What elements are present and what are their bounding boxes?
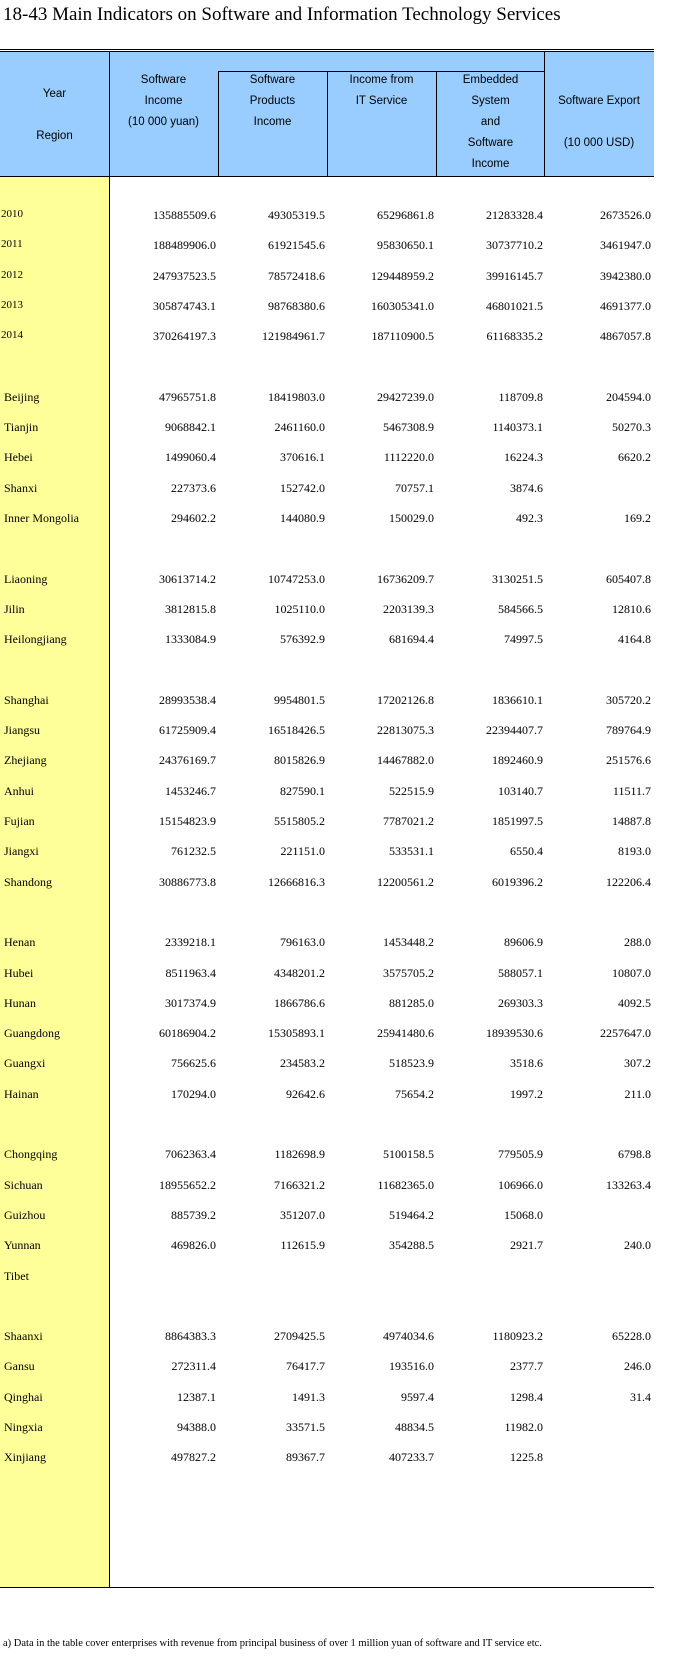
cell-value: 6620.2: [618, 450, 651, 465]
cell-value: 21283328.4: [486, 208, 543, 222]
cell-value: 2709425.5: [274, 1329, 325, 1344]
cell-value: 8193.0: [618, 844, 651, 859]
cell-value: 12200561.2: [377, 874, 434, 889]
cell-value: 1453448.2: [383, 935, 434, 950]
cell-value: 15305893.1: [268, 1026, 325, 1041]
cell-value: 39916145.7: [486, 268, 543, 283]
table-row: [0, 777, 654, 807]
header-income-from-it-service: Income from IT Service: [349, 74, 414, 107]
cell-value: 18419803.0: [268, 389, 325, 404]
cell-value: 5467308.9: [383, 420, 434, 435]
bottom-border: [0, 1587, 654, 1588]
table-row: [0, 201, 654, 231]
cell-value: 78572418.6: [268, 268, 325, 283]
cell-value: 204594.0: [606, 389, 651, 404]
cell-value: 1182698.9: [274, 1147, 325, 1162]
row-label: Jilin: [4, 601, 25, 616]
cell-value: 756625.6: [171, 1056, 216, 1071]
cell-value: 30613714.2: [159, 571, 216, 586]
cell-value: 106966.0: [498, 1177, 543, 1192]
table-row: [0, 1322, 654, 1352]
cell-value: 25941480.6: [377, 1026, 434, 1041]
row-label: Qinghai: [4, 1389, 43, 1404]
cell-value: 6550.4: [510, 844, 543, 859]
cell-value: 94388.0: [177, 1420, 216, 1434]
table-row: [0, 1140, 654, 1170]
row-label: Jiangsu: [4, 723, 40, 738]
table-row: [0, 1080, 654, 1110]
cell-value: 28993538.4: [159, 692, 216, 707]
cell-value: 4348201.2: [274, 965, 325, 980]
table-row: [0, 565, 654, 595]
row-label: 2014: [1, 329, 23, 342]
cell-value: 1892460.9: [492, 753, 543, 768]
cell-value: 16224.3: [504, 450, 543, 465]
cell-value: 288.0: [624, 935, 651, 950]
cell-value: 103140.7: [498, 783, 543, 798]
cell-value: 211.0: [624, 1086, 651, 1101]
cell-value: 234583.2: [280, 1056, 325, 1071]
cell-value: 65296861.8: [377, 208, 434, 222]
cell-value: 98768380.6: [268, 298, 325, 313]
cell-value: 269303.3: [498, 995, 543, 1010]
table-row: [0, 1231, 654, 1261]
table-row: [0, 1049, 654, 1079]
row-label: Jiangxi: [4, 844, 39, 859]
row-label: Tibet: [4, 1268, 29, 1283]
table-row: [0, 868, 654, 898]
cell-value: 61168335.2: [486, 329, 543, 344]
cell-value: 92642.6: [286, 1086, 325, 1101]
table-row: [0, 1383, 654, 1413]
cell-value: 187110900.5: [371, 329, 434, 344]
cell-value: 796163.0: [280, 935, 325, 950]
cell-value: 89367.7: [286, 1450, 325, 1465]
cell-value: 61921545.6: [268, 238, 325, 253]
row-label: 2013: [1, 298, 23, 311]
cell-value: 1140373.1: [492, 420, 543, 435]
cell-value: 16518426.5: [268, 723, 325, 738]
row-label: 2011: [1, 238, 23, 251]
cell-value: 12810.6: [612, 601, 651, 616]
table-row: [0, 383, 654, 413]
cell-value: 1298.4: [510, 1389, 543, 1404]
cell-value: 1180923.2: [492, 1329, 543, 1344]
cell-value: 5100158.5: [383, 1147, 434, 1162]
cell-value: 12387.1: [177, 1389, 216, 1404]
header-software-products-income: Software Products Income: [249, 74, 296, 128]
cell-value: 144080.9: [280, 511, 325, 525]
table-row: [0, 686, 654, 716]
cell-value: 9068842.1: [165, 420, 216, 435]
cell-value: 160305341.0: [371, 298, 434, 313]
cell-value: 122206.4: [606, 874, 651, 889]
cell-value: 2339218.1: [165, 935, 216, 950]
cell-value: 2257647.0: [600, 1026, 651, 1041]
cell-value: 10807.0: [612, 965, 651, 980]
row-label: Hebei: [4, 450, 33, 465]
cell-value: 294602.2: [171, 511, 216, 525]
cell-value: 1333084.9: [165, 632, 216, 647]
cell-value: 7062363.4: [165, 1147, 216, 1162]
row-label: 2010: [1, 208, 23, 220]
cell-value: 15154823.9: [159, 814, 216, 828]
row-label: Zhejiang: [4, 753, 47, 768]
cell-value: 133263.4: [606, 1177, 651, 1192]
cell-value: 522515.9: [389, 783, 434, 798]
cell-value: 1491.3: [292, 1389, 325, 1404]
cell-value: 3942380.0: [600, 268, 651, 283]
table-row: [0, 1443, 654, 1473]
cell-value: 152742.0: [280, 480, 325, 495]
cell-value: 4691377.0: [600, 298, 651, 313]
cell-value: 4164.8: [618, 632, 651, 647]
cell-value: 89606.9: [504, 935, 543, 950]
cell-value: 95830650.1: [377, 238, 434, 253]
cell-value: 305720.2: [606, 692, 651, 707]
cell-value: 469826.0: [171, 1238, 216, 1253]
table-row: [0, 807, 654, 837]
cell-value: 3461947.0: [600, 238, 651, 253]
cell-value: 5515805.2: [274, 814, 325, 828]
table-row: [0, 231, 654, 261]
row-label: Sichuan: [4, 1177, 43, 1192]
cell-value: 1499060.4: [165, 450, 216, 465]
cell-value: 827590.1: [280, 783, 325, 798]
table-row: [0, 989, 654, 1019]
table-row: [0, 1019, 654, 1049]
header-embedded-system-income: Embedded System and Software Income: [462, 74, 519, 170]
cell-value: 4974034.6: [383, 1329, 434, 1344]
row-label: Xinjiang: [4, 1450, 46, 1465]
row-label: Shandong: [4, 874, 52, 889]
cell-value: 247937523.5: [153, 268, 216, 283]
cell-value: 533531.1: [389, 844, 434, 859]
cell-value: 60186904.2: [159, 1026, 216, 1041]
top-border-inner: [0, 51, 654, 52]
cell-value: 370264197.3: [153, 329, 216, 344]
cell-value: 188489906.0: [153, 238, 216, 253]
cell-value: 7787021.2: [383, 814, 434, 828]
cell-value: 118709.8: [498, 389, 543, 404]
cell-value: 2461160.0: [274, 420, 325, 435]
table-row: [0, 1262, 654, 1292]
table-row: [0, 837, 654, 867]
row-label: Guangxi: [4, 1056, 46, 1071]
cell-value: 18955652.2: [159, 1177, 216, 1192]
row-label: Liaoning: [4, 571, 48, 586]
row-label: Yunnan: [4, 1238, 41, 1253]
cell-value: 22394407.7: [486, 723, 543, 738]
row-label: Guizhou: [4, 1207, 46, 1222]
cell-value: 29427239.0: [377, 389, 434, 404]
row-label: Guangdong: [4, 1026, 60, 1041]
cell-value: 681694.4: [389, 632, 434, 647]
cell-value: 9954801.5: [274, 692, 325, 707]
cell-value: 519464.2: [389, 1207, 434, 1222]
row-label: Chongqing: [4, 1147, 58, 1162]
cell-value: 112615.9: [280, 1238, 325, 1253]
cell-value: 8864383.3: [165, 1329, 216, 1344]
cell-value: 354288.5: [389, 1238, 434, 1253]
cell-value: 10747253.0: [268, 571, 325, 586]
table-row: [0, 504, 654, 534]
table-row: [0, 746, 654, 776]
cell-value: 240.0: [624, 1238, 651, 1253]
cell-value: 584566.5: [498, 601, 543, 616]
header-bottom-border: [0, 176, 654, 177]
cell-value: 170294.0: [171, 1086, 216, 1101]
row-label: Shanghai: [4, 692, 49, 707]
cell-value: 2203139.3: [383, 601, 434, 616]
cell-value: 351207.0: [280, 1207, 325, 1222]
table-row: [0, 959, 654, 989]
cell-value: 789764.9: [606, 723, 651, 738]
cell-value: 8015826.9: [274, 753, 325, 768]
cell-value: 6798.8: [618, 1147, 651, 1162]
row-label: Inner Mongolia: [4, 511, 79, 525]
cell-value: 75654.2: [395, 1086, 434, 1101]
cell-value: 17202126.8: [377, 692, 434, 707]
cell-value: 129448959.2: [371, 268, 434, 283]
header-software-income: Software Income (10 000 yuan): [128, 74, 199, 128]
header-year-region: Year Region: [36, 88, 73, 142]
table-row: [0, 1201, 654, 1231]
cell-value: 47965751.8: [159, 389, 216, 404]
cell-value: 50270.3: [612, 420, 651, 435]
row-label: Beijing: [4, 389, 40, 404]
cell-value: 2673526.0: [600, 208, 651, 222]
cell-value: 370616.1: [280, 450, 325, 465]
cell-value: 30886773.8: [159, 874, 216, 889]
cell-value: 150029.0: [389, 511, 434, 525]
cell-value: 14467882.0: [377, 753, 434, 768]
table-row: [0, 1413, 654, 1443]
cell-value: 492.3: [516, 511, 543, 525]
cell-value: 6019396.2: [492, 874, 543, 889]
cell-value: 1025110.0: [274, 601, 325, 616]
cell-value: 11682365.0: [377, 1177, 434, 1192]
cell-value: 30737710.2: [486, 238, 543, 253]
cell-value: 12666816.3: [268, 874, 325, 889]
table-row: [0, 928, 654, 958]
cell-value: 65228.0: [612, 1329, 651, 1344]
cell-value: 74997.5: [504, 632, 543, 647]
cell-value: 49305319.5: [268, 208, 325, 222]
cell-value: 61725909.4: [159, 723, 216, 738]
cell-value: 15068.0: [504, 1207, 543, 1222]
indicator-table: [0, 51, 654, 1587]
row-label: Henan: [4, 935, 36, 950]
table-row: [0, 625, 654, 655]
cell-value: 307.2: [624, 1056, 651, 1071]
cell-value: 11982.0: [504, 1420, 543, 1434]
cell-value: 46801021.5: [486, 298, 543, 313]
cell-value: 11511.7: [612, 783, 651, 798]
cell-value: 576392.9: [280, 632, 325, 647]
cell-value: 7166321.2: [274, 1177, 325, 1192]
cell-value: 588057.1: [498, 965, 543, 980]
cell-value: 2921.7: [510, 1238, 543, 1253]
row-label: Hainan: [4, 1086, 39, 1101]
cell-value: 885739.2: [171, 1207, 216, 1222]
cell-value: 3017374.9: [165, 995, 216, 1010]
row-label: Fujian: [4, 814, 35, 828]
cell-value: 3812815.8: [165, 601, 216, 616]
table-row: [0, 595, 654, 625]
cell-value: 121984961.7: [262, 329, 325, 344]
cell-value: 1112220.0: [383, 450, 434, 465]
cell-value: 22813075.3: [377, 723, 434, 738]
cell-value: 24376169.7: [159, 753, 216, 768]
cell-value: 3575705.2: [383, 965, 434, 980]
cell-value: 3130251.5: [492, 571, 543, 586]
footnote: a) Data in the table cover enterprises with revenue from principal business of over 1 million yuan of software and IT service etc.: [3, 1638, 542, 1649]
cell-value: 605407.8: [606, 571, 651, 586]
table-row: [0, 1171, 654, 1201]
cell-value: 3874.6: [510, 480, 543, 495]
cell-value: 4867057.8: [600, 329, 651, 344]
cell-value: 2377.7: [510, 1359, 543, 1374]
cell-value: 1851997.5: [492, 814, 543, 828]
table-row: [0, 292, 654, 322]
row-label: Hunan: [4, 995, 36, 1010]
cell-value: 31.4: [630, 1389, 651, 1404]
table-row: [0, 474, 654, 504]
cell-value: 227373.6: [171, 480, 216, 495]
table-row: [0, 322, 654, 352]
cell-value: 761232.5: [171, 844, 216, 859]
table-row: [0, 262, 654, 292]
cell-value: 14887.8: [612, 814, 651, 828]
cell-value: 193516.0: [389, 1359, 434, 1374]
table-row: [0, 413, 654, 443]
cell-value: 1866786.6: [274, 995, 325, 1010]
cell-value: 881285.0: [389, 995, 434, 1010]
row-label: Tianjin: [4, 420, 39, 435]
cell-value: 221151.0: [280, 844, 325, 859]
row-label: Shaanxi: [4, 1329, 43, 1344]
cell-value: 272311.4: [171, 1359, 216, 1374]
row-label: Anhui: [4, 783, 34, 798]
table-row: [0, 443, 654, 473]
table-row: [0, 1352, 654, 1382]
cell-value: 4092.5: [618, 995, 651, 1010]
cell-value: 9597.4: [401, 1389, 434, 1404]
cell-value: 169.2: [624, 511, 651, 525]
table-row: [0, 716, 654, 746]
row-label: Gansu: [4, 1359, 35, 1374]
cell-value: 305874743.1: [153, 298, 216, 313]
cell-value: 8511963.4: [165, 965, 216, 980]
cell-value: 70757.1: [395, 480, 434, 495]
cell-value: 497827.2: [171, 1450, 216, 1465]
row-label: Hubei: [4, 965, 34, 980]
cell-value: 48834.5: [395, 1420, 434, 1434]
cell-value: 76417.7: [286, 1359, 325, 1374]
row-label: Shanxi: [4, 480, 38, 495]
cell-value: 246.0: [624, 1359, 651, 1374]
cell-value: 33571.5: [286, 1420, 325, 1434]
cell-value: 1453246.7: [165, 783, 216, 798]
row-label: Heilongjiang: [4, 632, 67, 647]
row-label: Ningxia: [4, 1420, 43, 1434]
cell-value: 1997.2: [510, 1086, 543, 1101]
table-title: 18-43 Main Indicators on Software and Information Technology Services: [3, 4, 561, 25]
top-border: [0, 49, 654, 50]
cell-value: 3518.6: [510, 1056, 543, 1071]
cell-value: 1225.8: [510, 1450, 543, 1465]
cell-value: 407233.7: [389, 1450, 434, 1465]
cell-value: 18939530.6: [486, 1026, 543, 1041]
cell-value: 1836610.1: [492, 692, 543, 707]
header-software-export: Software Export (10 000 USD): [558, 95, 640, 149]
cell-value: 251576.6: [606, 753, 651, 768]
cell-value: 16736209.7: [377, 571, 434, 586]
cell-value: 779505.9: [498, 1147, 543, 1162]
row-label: 2012: [1, 268, 23, 281]
cell-value: 518523.9: [389, 1056, 434, 1071]
cell-value: 135885509.6: [153, 208, 216, 222]
